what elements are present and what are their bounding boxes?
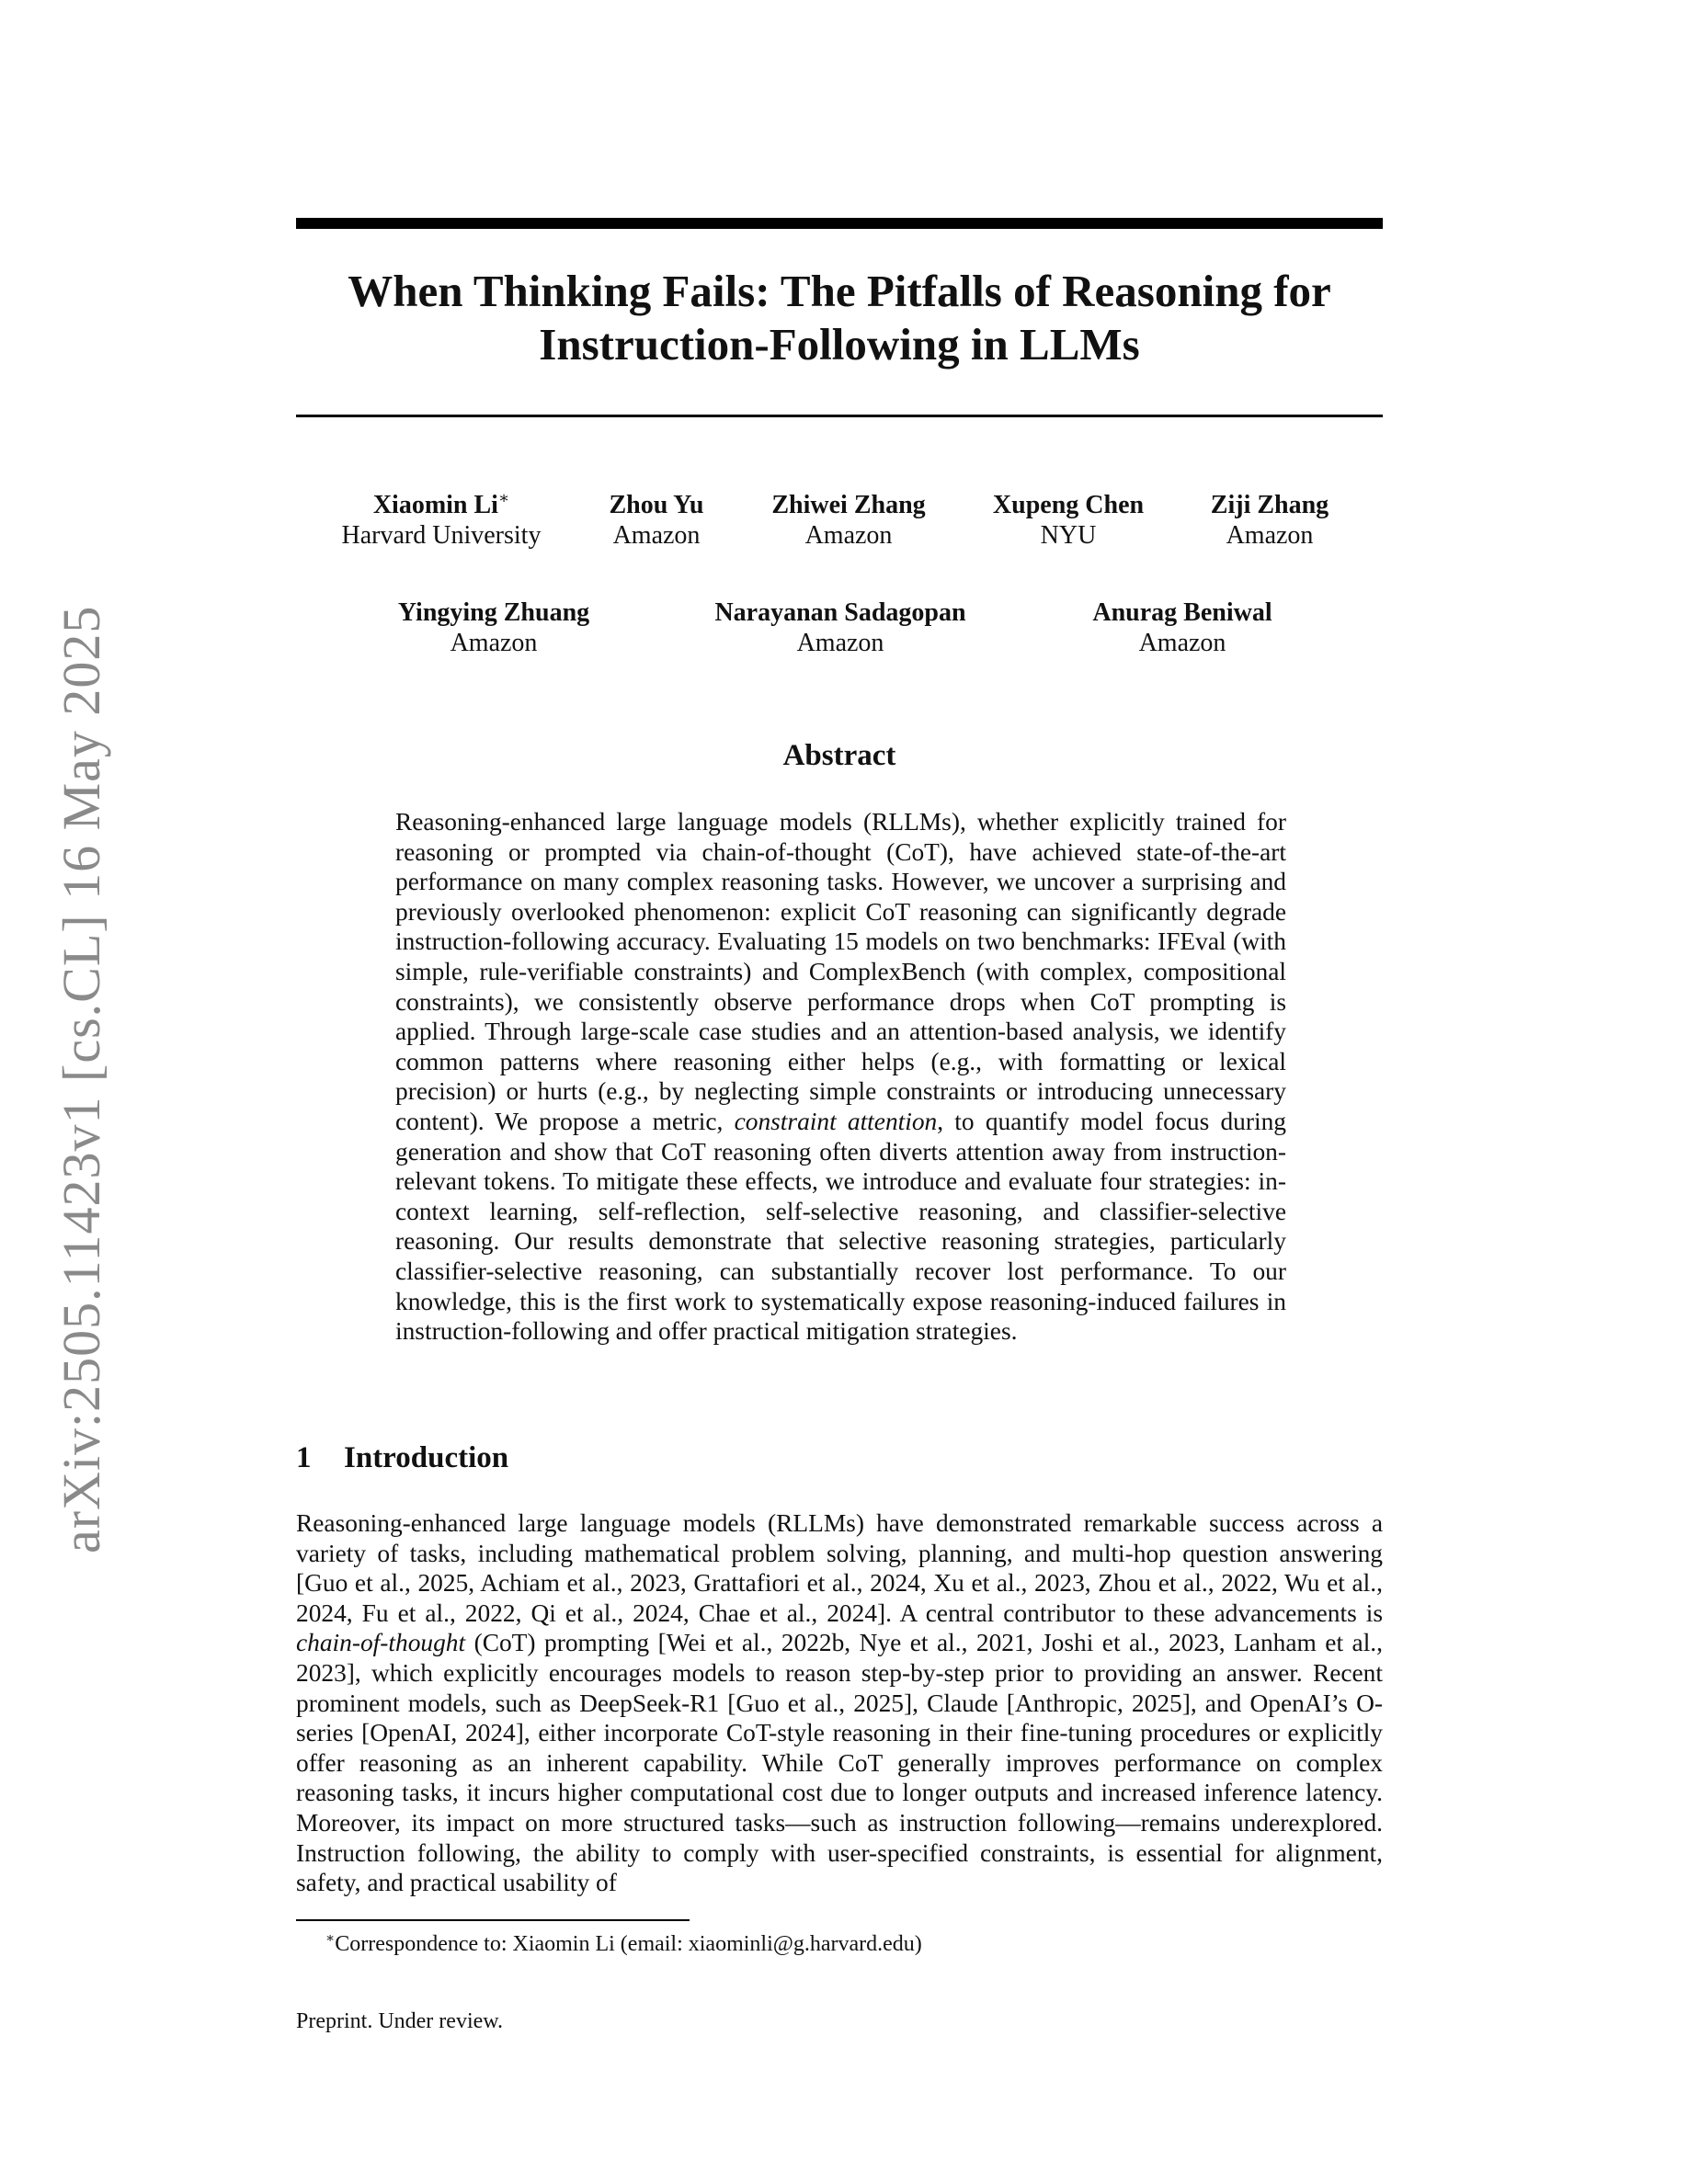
arxiv-identifier-stamp: arXiv:2505.11423v1 [cs.CL] 16 May 2025 bbox=[51, 605, 111, 1553]
author-name: Xupeng Chen bbox=[992, 491, 1145, 519]
author-block bbox=[609, 490, 703, 551]
author-name: Narayanan Sadagopan bbox=[714, 598, 966, 627]
author-affiliation: Amazon bbox=[804, 521, 893, 550]
author-name: Zhiwei Zhang bbox=[771, 491, 926, 519]
abstract-emphasis: constraint attention bbox=[734, 1107, 938, 1135]
abstract-heading: Abstract bbox=[782, 739, 896, 772]
abstract-text-part: Reasoning-enhanced large language models (RLLMs), whether explicitly trained for reasoning or prompted via chain-of-thought (CoT), have achieved state-of-the-art performance on many complex reasoning tasks. However, we uncover a surprising and previously overlooked phenomenon: explicit CoT reasoning can significantly degrade instruction-following accuracy. Evaluating 15 models on two benchmarks: IFEval (with simple, rule-verifiable constraints) and ComplexBench (with complex, compositional constraints), we consistently observe performance drops when CoT prompting is applied. Through large-scale case studies and an attention-based analysis, we identify common patterns where reasoning either helps (e.g., with formatting or lexical precision) or hurts (e.g., by neglecting simple constraints or introducing unnecessary content). We propose a metric, bbox=[395, 808, 1286, 1135]
author-affiliation: Amazon bbox=[796, 629, 884, 657]
author-name: Zhou Yu bbox=[609, 491, 704, 519]
author-affiliation: Harvard University bbox=[341, 521, 542, 550]
preprint-note: Preprint. Under review. bbox=[296, 2009, 504, 2033]
abstract-text-part: , to quantify model focus during generation and show that CoT reasoning often diverts attention away from instruction-relevant tokens. To mitigate these effects, we introduce and evaluate four strategies: in-context learning, self-reflection, self-selective reasoning, and classifier-selective reasoning. Our results demonstrate that selective reasoning strategies, particularly classifier-selective reasoning, can substantially recover lost performance. To our knowledge, this is the first work to systematically expose reasoning-induced failures in instruction-following and offer practical mitigation strategies. bbox=[395, 1107, 1286, 1346]
author-block bbox=[993, 490, 1144, 551]
author-block bbox=[771, 490, 925, 551]
intro-text-part: (CoT) prompting [Wei et al., 2022b, Nye et al., 2021, Joshi et al., 2023, Lanham et al., 2023], which explicitly encourages models to reason step-by-step prior to providing an answer. Recent prominent models, such as DeepSeek-R1 [Guo et al., 2025], Claude [Anthropic, 2025], and OpenAI’s O-series [OpenAI, 2024], either incorporate CoT-style reasoning in their fine-tuning procedures or explicitly offer reasoning as an inherent capability. While CoT generally improves performance on complex reasoning tasks, it incurs higher computational cost due to longer outputs and increased inference latency. Moreover, its impact on more structured tasks—such as instruction following—remains underexplored. Instruction following, the ability to comply with user-specified constraints, is essential for alignment, safety, and practical usability of bbox=[296, 1629, 1383, 1897]
title-bottom-rule bbox=[296, 415, 1383, 417]
author-footnote-marker: ∗ bbox=[497, 488, 510, 507]
title-line-1: When Thinking Fails: The Pitfalls of Reasoning for bbox=[348, 266, 1331, 316]
section-number: 1 bbox=[296, 1441, 312, 1474]
footnote-marker: ∗ bbox=[325, 1931, 336, 1946]
title-top-rule bbox=[296, 218, 1383, 229]
author-affiliation: Amazon bbox=[450, 629, 538, 657]
footnote-rule bbox=[296, 1919, 690, 1921]
abstract-text bbox=[395, 807, 1286, 1347]
author-name: Ziji Zhang bbox=[1210, 491, 1329, 519]
author-affiliation: NYU bbox=[1040, 521, 1097, 550]
author-affiliation: Amazon bbox=[1138, 629, 1226, 657]
author-block bbox=[398, 597, 589, 658]
author-block bbox=[1211, 490, 1329, 551]
author-block bbox=[342, 490, 542, 551]
author-block bbox=[1092, 597, 1272, 658]
author-name: Xiaomin Li bbox=[372, 491, 498, 519]
author-block bbox=[714, 597, 965, 658]
author-name: Yingying Zhuang bbox=[397, 598, 590, 627]
section-heading-introduction bbox=[296, 1439, 508, 1476]
paper-title bbox=[296, 265, 1383, 371]
section-title: Introduction bbox=[344, 1441, 509, 1474]
intro-emphasis: chain-of-thought bbox=[296, 1629, 466, 1657]
footnote-text: Correspondence to: Xiaomin Li (email: xiaominli@g.harvard.edu) bbox=[335, 1932, 922, 1956]
title-line-2: Instruction-Following in LLMs bbox=[539, 319, 1140, 370]
introduction-paragraph bbox=[296, 1508, 1383, 1898]
author-affiliation: Amazon bbox=[1226, 521, 1314, 550]
author-affiliation: Amazon bbox=[612, 521, 701, 550]
footnote bbox=[325, 1925, 922, 1958]
intro-text-part: Reasoning-enhanced large language models (RLLMs) have demonstrated remarkable success across a variety of tasks, including mathematical problem solving, planning, and multi-hop question answering [Guo et al., 2025, Achiam et al., 2023, Grattafiori et al., 2024, Xu et al., 2023, Zhou et al., 2022, Wu et al., 2024, Fu et al., 2022, Qi et al., 2024, Chae et al., 2024]. A central contributor to these advancements is bbox=[296, 1509, 1383, 1627]
author-name: Anurag Beniwal bbox=[1092, 598, 1272, 627]
